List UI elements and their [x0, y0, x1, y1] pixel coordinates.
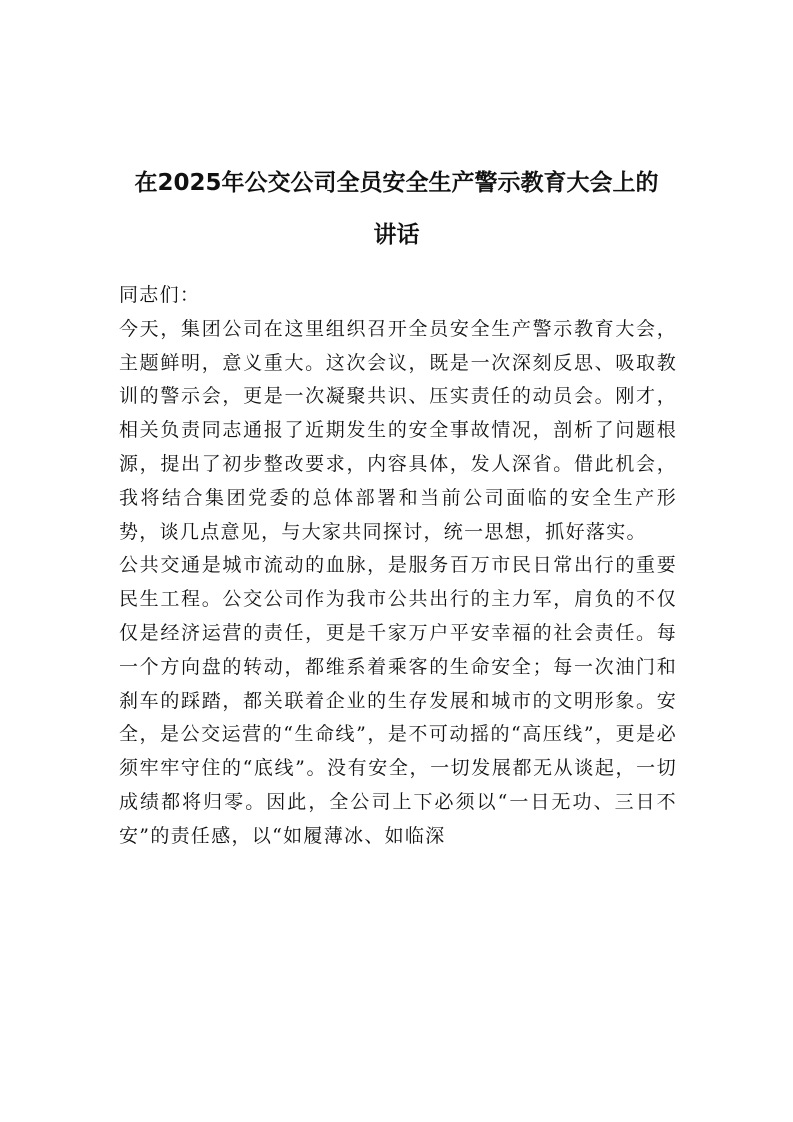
document-body [119, 279, 677, 854]
salutation: 同志们： [119, 284, 201, 306]
title-line-1: 在2025年公交公司全员安全生产警示教育大会上的 [134, 170, 659, 196]
paragraph-1: 今天，集团公司在这里组织召开全员安全生产警示教育大会，主题鲜明，意义重大。这次会议，既是一次深刻反思、吸取教训的警示会，更是一次凝聚共识、压实责任的动员会。刚才，相关负责同志通报了近期发生的安全事故情况，剖析了问题根源，提出了初步整改要求，内容具体，发人深省。借此机会，我将结合集团党委的总体部署和当前公司面临的安全生产形势，谈几点意见，与大家共同探讨，统一思想，抓好落实。 [119, 317, 677, 543]
paragraph-2: 公共交通是城市流动的血脉，是服务百万市民日常出行的重要民生工程。公交公司作为我市公共出行的主力军，肩负的不仅仅是经济运营的责任，更是千家万户平安幸福的社会责任。每一个方向盘的转动，都维系着乘客的生命安全；每一次油门和刹车的踩踏，都关联着企业的生存发展和城市的文明形象。安全，是公交运营的“生命线”，是不可动摇的“高压线”，更是必须牢牢守住的“底线”。没有安全，一切发展都无从谈起，一切成绩都将归零。因此，全公司上下必须以“一日无功、三日不安”的责任感，以“如履薄冰、如临深 [119, 554, 677, 847]
title-line-2: 讲话 [373, 222, 420, 248]
document-title [100, 157, 693, 261]
